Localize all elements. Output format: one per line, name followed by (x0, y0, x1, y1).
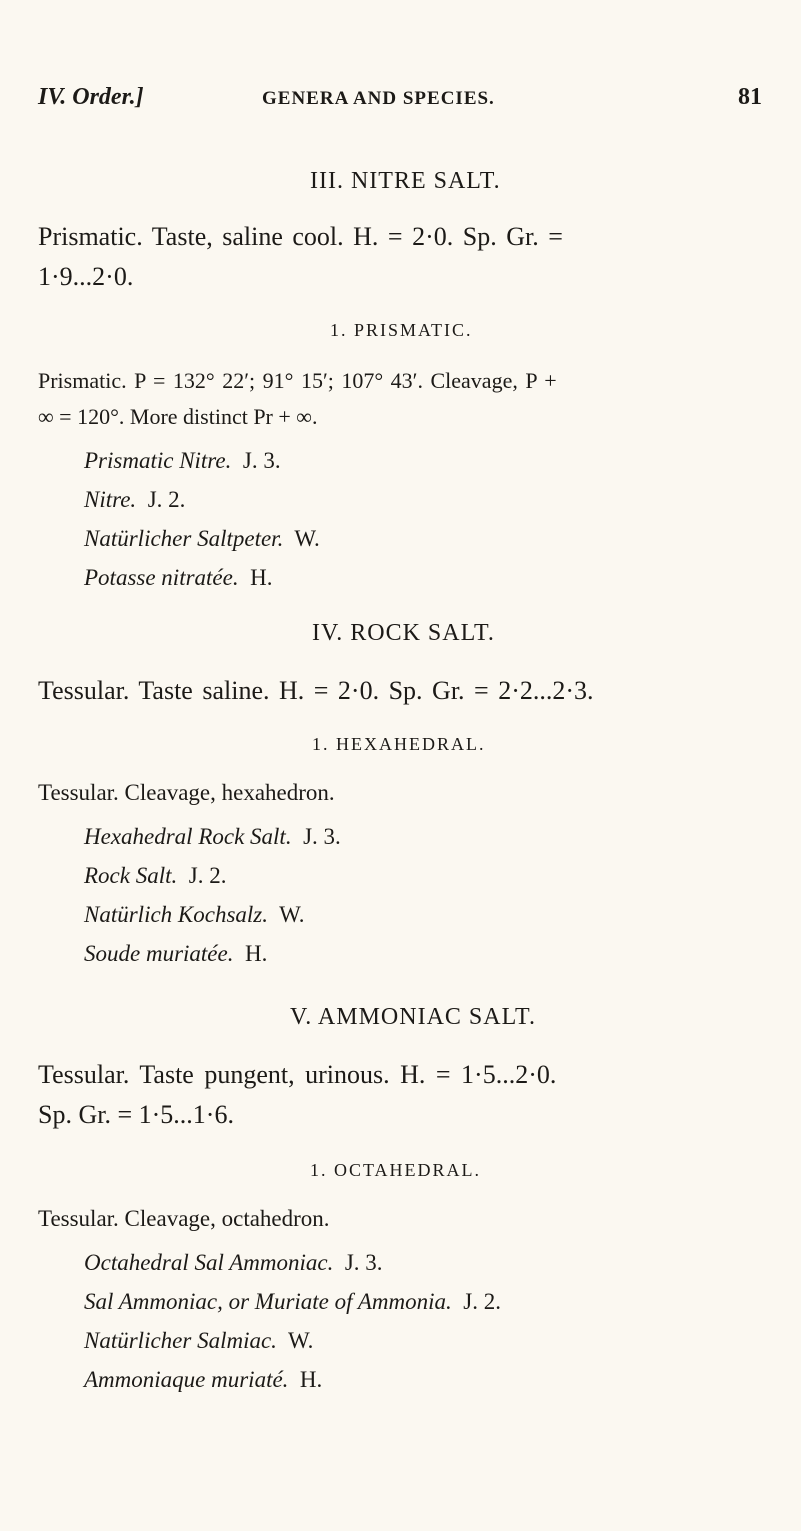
synonym-name: Sal Ammoniac, or Muriate of Ammonia. (84, 1289, 452, 1314)
synonym-reference: J. 2. (188, 863, 227, 888)
synonym-entry (84, 487, 185, 513)
synonym-entry (84, 1328, 313, 1354)
synonym-entry (84, 526, 320, 552)
synonym-name: Octahedral Sal Ammoniac. (84, 1250, 334, 1275)
synonym-entry (84, 1289, 501, 1315)
synonym-reference: W. (294, 526, 320, 551)
synonym-name: Natürlicher Saltpeter. (84, 526, 284, 551)
synonym-entry (84, 448, 281, 474)
synonym-name: Prismatic Nitre. (84, 448, 232, 473)
species-title-prismatic: 1. PRISMATIC. (330, 320, 473, 340)
synonym-reference: J. 3. (344, 1250, 383, 1275)
synonym-entry (84, 902, 304, 928)
synonym-entry (84, 863, 226, 889)
genus-description-line: Prismatic. Taste, saline cool. H. = 2·0. Sp. Gr. = (38, 222, 563, 251)
species-description-line: Tessular. Cleavage, hexahedron. (38, 780, 335, 805)
running-header-title: GENERA AND SPECIES. (262, 88, 495, 109)
species-description-line: Tessular. Cleavage, octahedron. (38, 1206, 330, 1231)
synonym-name: Hexahedral Rock Salt. (84, 824, 292, 849)
running-header-left: IV. Order.] (38, 84, 144, 110)
synonym-name: Rock Salt. (84, 863, 178, 888)
synonym-reference: W. (279, 902, 305, 927)
synonym-reference: J. 3. (303, 824, 341, 849)
synonym-reference: H. (299, 1367, 323, 1392)
synonym-name: Potasse nitratée. (84, 565, 239, 590)
page-number: 81 (738, 84, 762, 110)
synonym-name: Natürlich Kochsalz. (84, 902, 269, 927)
genus-title-ammoniac-salt: V. AMMONIAC SALT. (290, 1004, 536, 1030)
synonym-entry (84, 1250, 383, 1276)
synonym-reference: J. 3. (242, 448, 281, 473)
synonym-entry (84, 941, 267, 967)
genus-description-line: 1·9...2·0. (38, 262, 134, 291)
genus-title-rock-salt: IV. ROCK SALT. (312, 620, 495, 646)
synonym-reference: H. (244, 941, 268, 966)
synonym-name: Soude muriatée. (84, 941, 234, 966)
synonym-entry (84, 824, 341, 850)
synonym-reference: H. (250, 565, 273, 590)
synonym-reference: W. (288, 1328, 314, 1353)
synonym-reference: J. 2. (147, 487, 186, 512)
species-title-octahedral: 1. OCTAHEDRAL. (310, 1160, 482, 1180)
synonym-entry (84, 565, 272, 591)
synonym-reference: J. 2. (463, 1289, 501, 1314)
genus-description-line: Sp. Gr. = 1·5...1·6. (38, 1100, 234, 1129)
species-title-hexahedral: 1. HEXAHEDRAL. (312, 734, 486, 754)
synonym-name: Ammoniaque muriaté. (84, 1367, 289, 1392)
synonym-name: Nitre. (84, 487, 137, 512)
species-description-line: Prismatic. P = 132° 22′; 91° 15′; 107° 43′. Cleavage, P + (38, 368, 557, 393)
genus-description-line: Tessular. Taste saline. H. = 2·0. Sp. Gr. = 2·2...2·3. (38, 676, 594, 705)
species-description-line: ∞ = 120°. More distinct Pr + ∞. (38, 404, 318, 429)
synonym-name: Natürlicher Salmiac. (84, 1328, 277, 1353)
genus-description-line: Tessular. Taste pungent, urinous. H. = 1·5...2·0. (38, 1060, 557, 1089)
synonym-entry (84, 1367, 322, 1393)
genus-title-nitre-salt: III. NITRE SALT. (310, 168, 501, 194)
